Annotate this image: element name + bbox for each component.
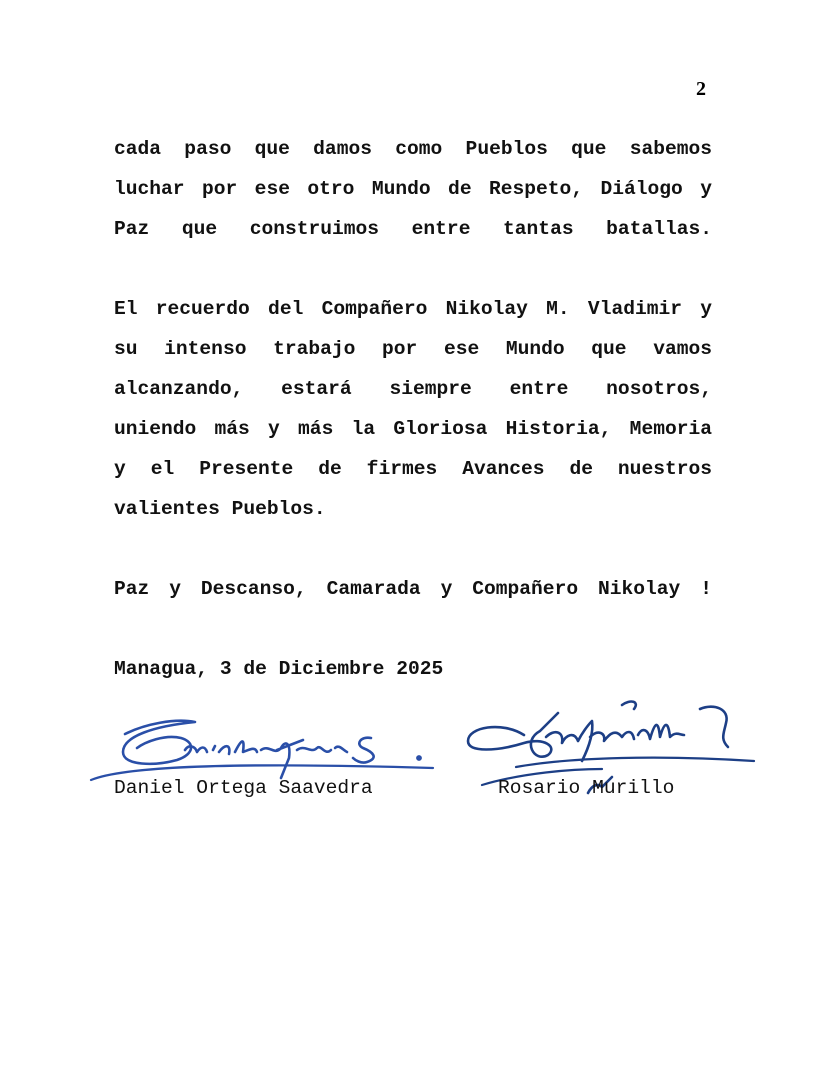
date-line [114,649,712,689]
closing-line [114,569,712,609]
text-line: Paz y Descanso, Camarada y Compañero Nikolay ! [114,578,712,600]
text-line: El recuerdo del Compañero Nikolay M. Vladimir y [114,298,712,320]
page-number: 2 [696,78,706,100]
text-line: cada paso que damos como Pueblos que sabemos [114,138,712,160]
signature-daniel-ortega [85,700,445,785]
text-line: luchar por ese otro Mundo de Respeto, Diálogo y [114,178,712,200]
text-line: Managua, 3 de Diciembre 2025 [114,658,444,680]
text-line: y el Presente de firmes Avances de nuestros [114,458,712,480]
paragraph-2 [114,289,712,529]
text-line: su intenso trabajo por ese Mundo que vamos [114,338,712,360]
signatory-name-1: Daniel Ortega Saavedra [114,777,373,799]
paragraph-1 [114,129,712,249]
text-line: uniendo más y más la Gloriosa Historia, Memoria [114,418,712,440]
text-line: alcanzando, estará siempre entre nosotros, [114,378,712,400]
signatory-name-2: Rosario Murillo [498,777,675,799]
text-line: Paz que construimos entre tantas batallas. [114,218,712,240]
text-line: valientes Pueblos. [114,498,326,520]
